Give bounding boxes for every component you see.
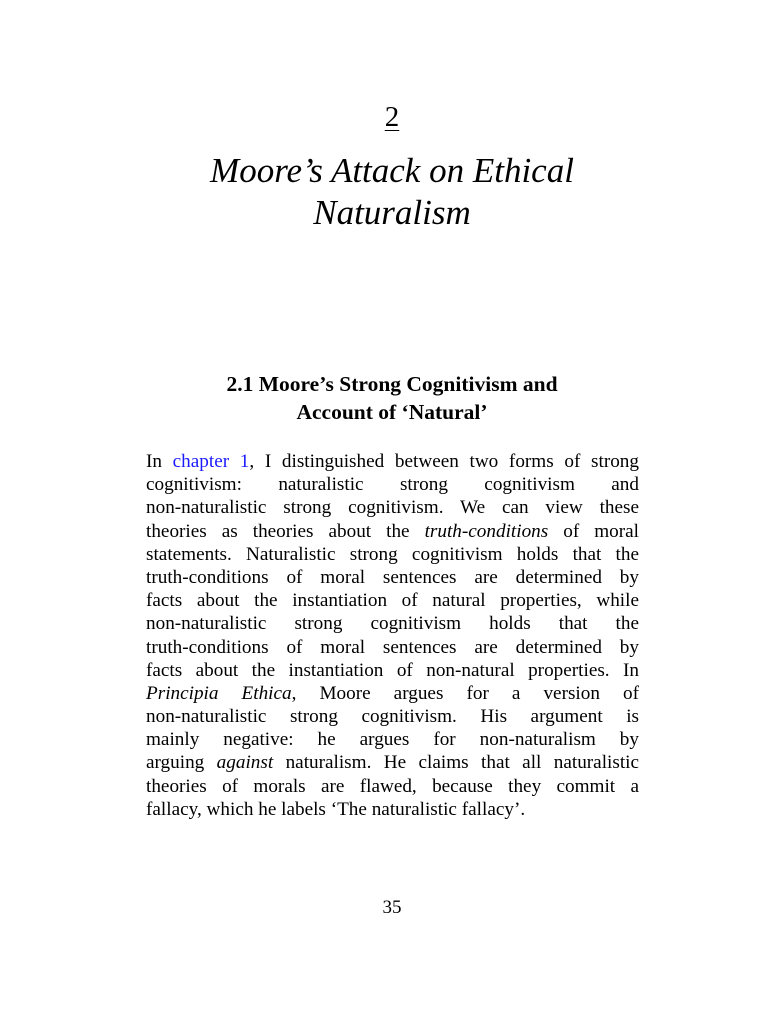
paragraph-line [146, 682, 639, 705]
chapter-link[interactable]: chapter 1 [172, 451, 250, 472]
text-run: statements. Naturalistic strong cognitivism holds that the [146, 543, 639, 565]
paragraph-line [146, 728, 639, 751]
italic-text: against [216, 752, 274, 774]
text-run: facts about the instantiation of non-natural properties. In [146, 659, 639, 681]
paragraph-line [146, 636, 639, 659]
text-run: theories of morals are flawed, because they commit a [146, 775, 639, 797]
section-heading-line: 2.1 Moore’s Strong Cognitivism and [226, 372, 558, 396]
chapter-title-line: Naturalism [313, 193, 471, 232]
paragraph-line [146, 612, 639, 635]
text-run: of moral [548, 520, 639, 542]
paragraph-line [146, 496, 639, 519]
paragraph-line [146, 775, 639, 798]
page-number: 35 [382, 897, 402, 918]
text-run: non-naturalistic strong cognitivism. His argument is [146, 706, 639, 728]
text-run: truth-conditions of moral sentences are determined by [146, 636, 639, 658]
text-run: arguing [146, 752, 217, 774]
text-run: In [146, 451, 173, 472]
text-run: naturalism. He claims that all naturalistic [273, 752, 640, 774]
paragraph-line [146, 751, 639, 774]
section-heading [0, 370, 768, 426]
text-run: , Moore argues for a version of [291, 682, 639, 704]
text-run: mainly negative: he argues for non-naturalism by [146, 729, 639, 751]
chapter-title-line: Moore’s Attack on Ethical [210, 151, 574, 190]
paragraph-line [146, 450, 639, 473]
chapter-number-text: 2 [384, 101, 400, 133]
paragraph-line [146, 520, 639, 543]
italic-text: Principia Ethica [146, 682, 292, 704]
text-run: cognitivism: naturalistic strong cognitivism and [146, 474, 639, 496]
section-heading-line: Account of ‘Natural’ [296, 400, 488, 424]
paragraph-line [146, 659, 639, 682]
italic-text: truth-conditions [424, 520, 549, 542]
chapter-number [0, 100, 768, 134]
text-run: theories as theories about the [146, 520, 425, 542]
body-paragraph [146, 450, 639, 821]
paragraph-line [146, 566, 639, 589]
paragraph-line [146, 543, 639, 566]
paragraph-line [146, 589, 639, 612]
text-run: facts about the instantiation of natural properties, while [146, 590, 639, 612]
text-run: fallacy, which he labels ‘The naturalistic fallacy’. [146, 798, 526, 820]
paragraph-line [146, 705, 639, 728]
text-run: non-naturalistic strong cognitivism holds that the [146, 613, 639, 635]
chapter-title [0, 150, 768, 234]
text-run: non-naturalistic strong cognitivism. We can view these [146, 497, 639, 519]
paragraph-line [146, 473, 639, 496]
text-run: , I distinguished between two forms of strong [249, 451, 639, 472]
text-run: truth-conditions of moral sentences are determined by [146, 566, 639, 588]
paragraph-line [146, 798, 639, 821]
